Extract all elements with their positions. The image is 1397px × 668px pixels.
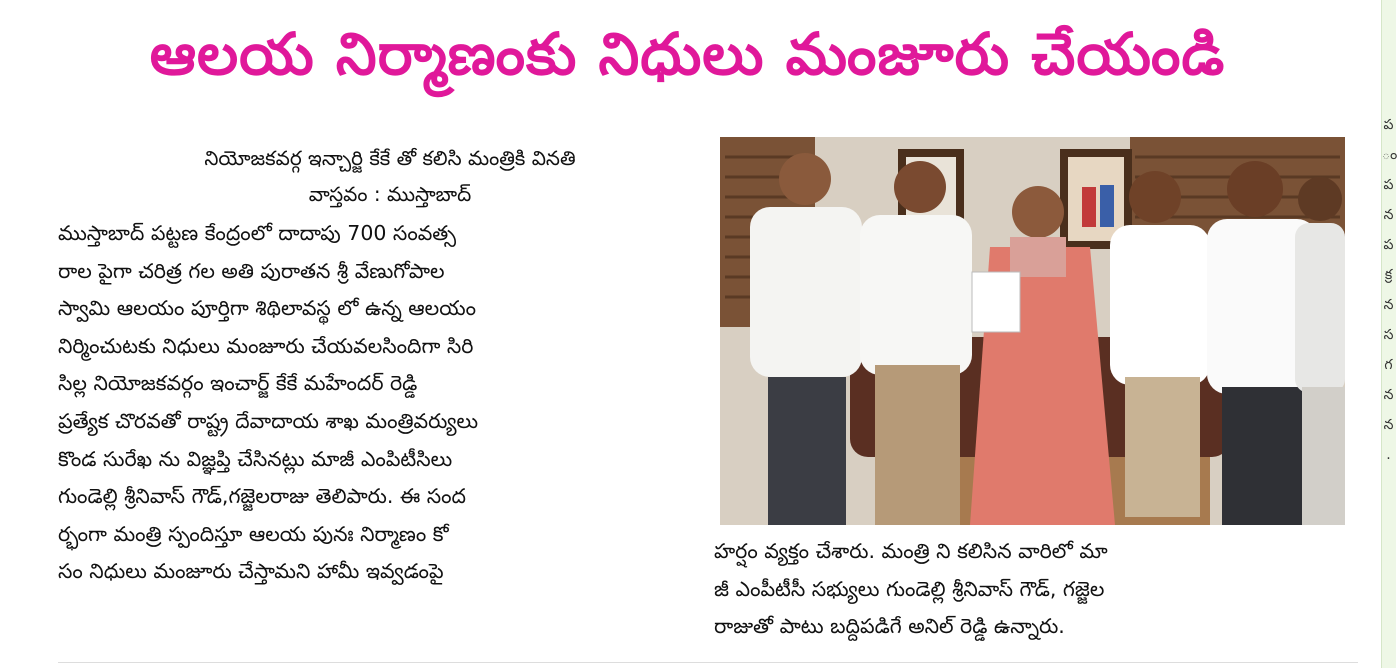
bottom-divider (58, 662, 1358, 663)
article-body (58, 215, 698, 591)
dateline: వాస్తవం : ముస్తాబాద్ (308, 182, 472, 206)
side-char: . (1386, 447, 1391, 463)
body-line: సం నిధులు మంజూరు చేస్తామని హామీ ఇవ్వడంపై (58, 559, 444, 584)
body-line: రాల పైగా చరిత్ర గల అతి పురాతన శ్రీ వేణుగోపాల (58, 258, 445, 283)
body-line: ప్రత్యేక చొరవతో రాష్ట్ర దేవాదాయ శాఖ మంత్రివర్యులు (58, 408, 479, 433)
body-line: స్వామి ఆలయం పూర్తిగా శిథిలావస్థ లో ఉన్న ఆలయం (58, 296, 476, 321)
side-column-text (1382, 110, 1395, 470)
side-char: న (1383, 297, 1394, 313)
body-line: గుండెల్లి శ్రీనివాస్ గౌడ్,గజ్జెలరాజు తెలిపారు. ఈ సంద (58, 484, 467, 509)
headline: ఆలయ నిర్మాణంకు నిధులు మంజూరు చేయండి (149, 20, 1226, 88)
side-char: ప (1383, 117, 1394, 133)
photo-image-icon (720, 137, 1345, 525)
side-char: క్ర (1384, 267, 1393, 283)
body-line: ముస్తాబాద్ పట్టణ కేంద్రంలో దాదాపు 700 సంవత్స (58, 221, 457, 245)
body-line: ర్భంగా మంత్రి స్పందిస్తూ ఆలయ పునః నిర్మాణం కో (58, 521, 449, 546)
photo-caption (714, 533, 1354, 646)
body-line: నిర్మించుటకు నిధులు మంజూరు చేయవలసిందిగా సిరి (58, 333, 474, 358)
body-line: సిల్ల నియోజకవర్గం ఇంచార్జ్ కేకే మహేందర్ రెడ్డి (58, 371, 418, 396)
side-char: స (1383, 327, 1394, 343)
side-char: న (1383, 207, 1394, 223)
side-char: గ (1384, 357, 1393, 373)
subheadline: నియోజకవర్గ ఇన్చార్జి కేకే తో కలిసి మంత్రికి వినతి (204, 146, 576, 170)
side-char: న (1383, 387, 1394, 403)
caption-line: రాజుతో పాటు బద్దిపడిగే అనిల్ రెడ్డి ఉన్నారు. (714, 614, 1065, 639)
news-photo (720, 137, 1345, 525)
side-char: ప (1383, 237, 1394, 253)
side-char: ప (1383, 177, 1394, 193)
caption-line: జీ ఎంపీటీసీ సభ్యులు గుండెల్లి శ్రీనివాస్ గౌడ్, గజ్జెల (714, 576, 1105, 601)
body-line: కొండ సురేఖ ను విజ్ఞప్తి చేసినట్లు మాజీ ఎంపిటీసిలు (58, 446, 453, 471)
side-char: ం (1382, 147, 1397, 163)
caption-line: హర్షం వ్యక్తం చేశారు. మంత్రి ని కలిసిన వారిలో మా (714, 539, 1108, 563)
side-char: న (1383, 417, 1394, 433)
